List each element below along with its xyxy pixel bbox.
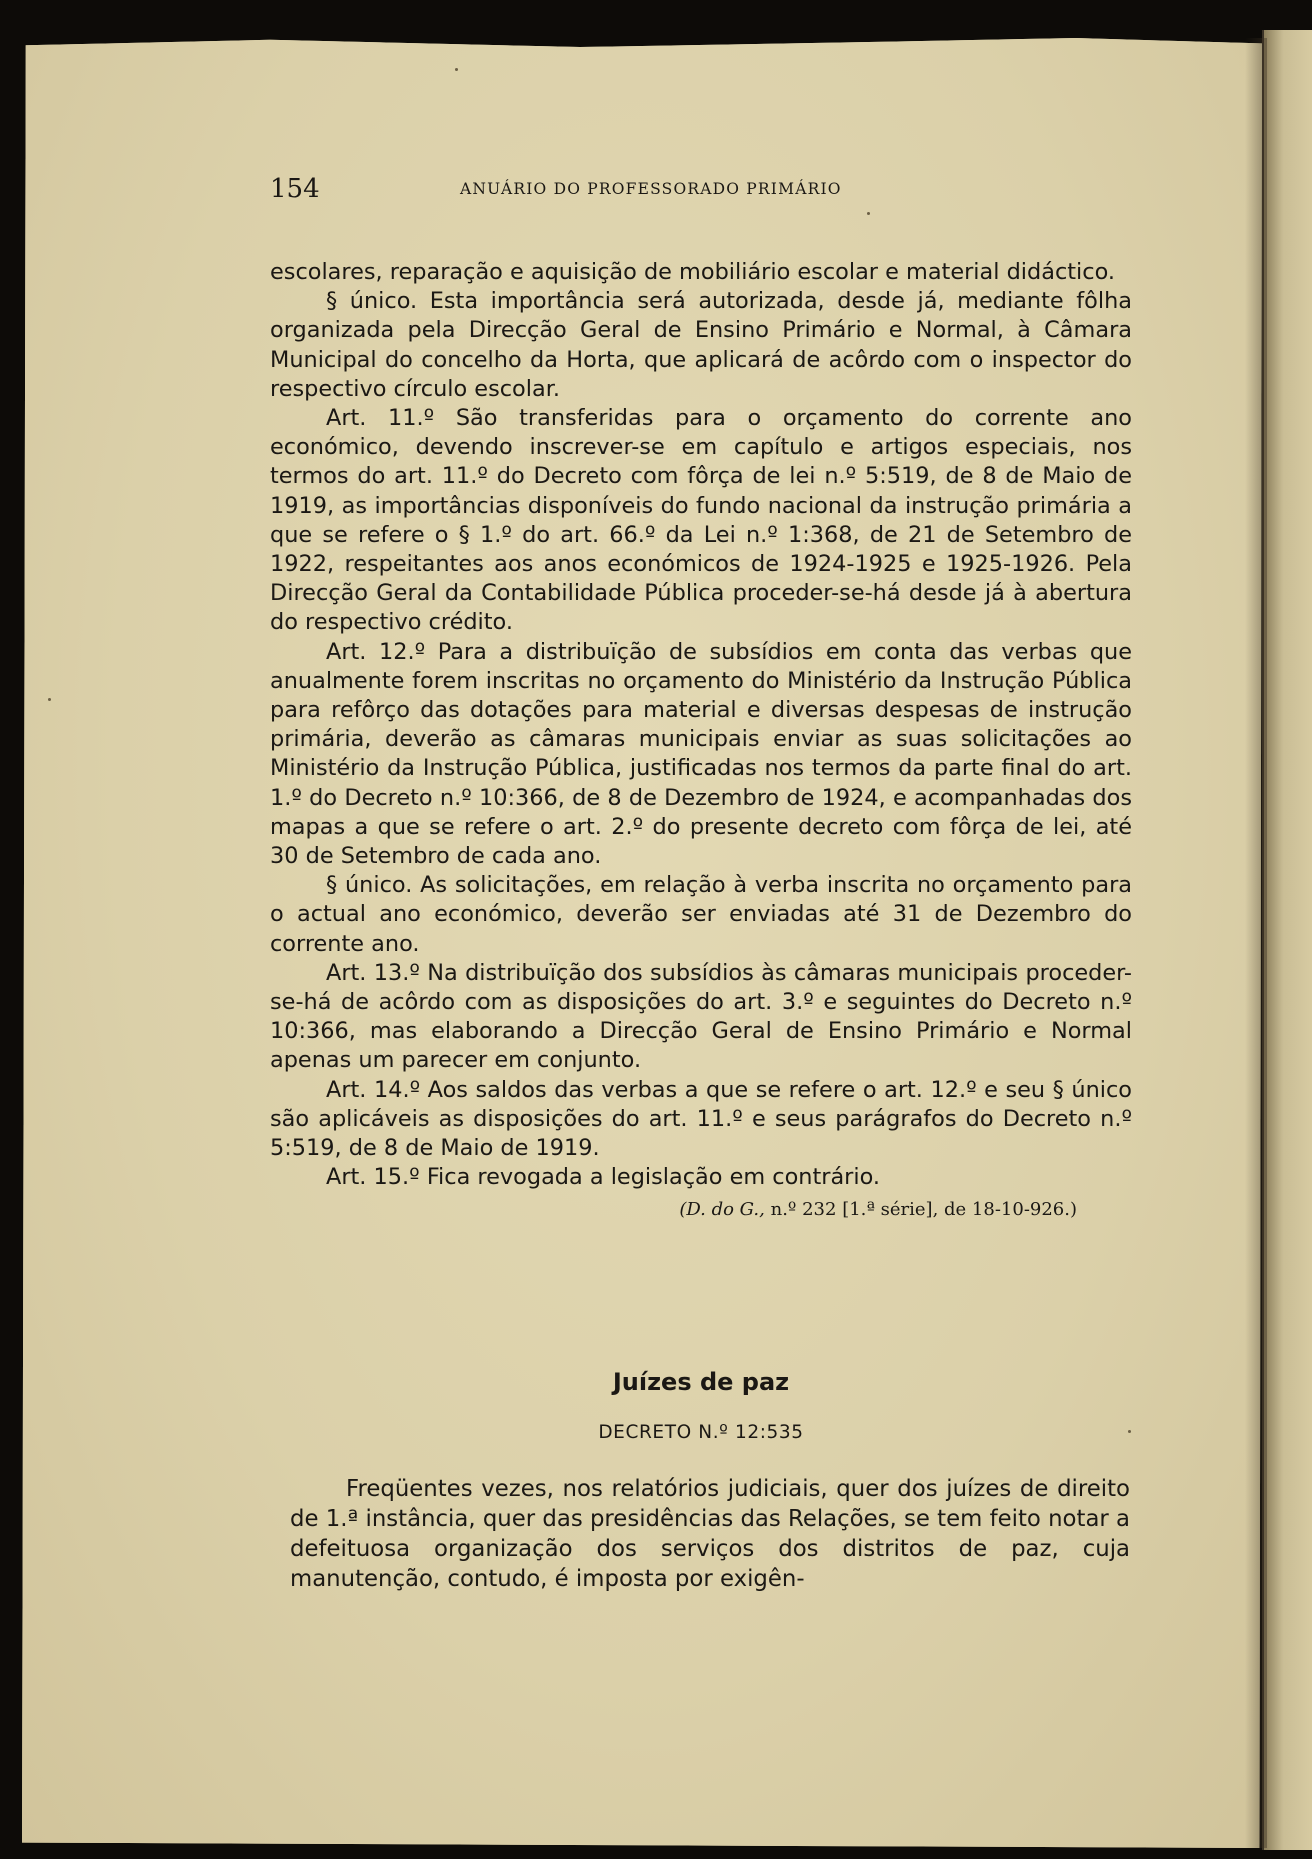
paragraph: escolares, reparação e aquisição de mobiliário escolar e material didáctico. — [270, 259, 1115, 285]
decree-title: DECRETO N.º 12:535 — [598, 1422, 804, 1443]
running-head — [270, 172, 950, 212]
paper-speck — [867, 212, 870, 215]
paper-speck — [455, 68, 458, 71]
paragraph: § único. As solicitações, em relação à verba inscrita no orçamento para o actual ano económico, deverão ser enviadas até 31 de Dezembro do corrente ano. — [270, 872, 1132, 957]
decree-body — [270, 258, 1132, 1224]
citation-source: (D. do G., — [679, 1198, 765, 1220]
running-title: ANUÁRIO DO PROFESSORADO PRIMÁRIO — [460, 180, 842, 198]
paper-speck — [1128, 1430, 1131, 1433]
paragraph: Art. 12.º Para a distribuïção de subsídios em conta das verbas que anualmente forem inscritas no orçamento do Ministério da Instrução Pública para refôrço das dotações para material e diversas despesas de instrução primária, deverão as câmaras municipais enviar as suas solicitações ao Ministério da Instrução Pública, justificadas nos termos da parte final do art. 1.º do Decreto n.º 10:366, de 8 de Dezembro de 1924, e acompanhadas dos mapas a que se refere o art. 2.º do presente decreto com fôrça de lei, até 30 de Setembro de cada ano. — [270, 638, 1132, 870]
paragraph: Art. 14.º Aos saldos das verbas a que se refere o art. 12.º e seu § único são aplicáveis as disposições do art. 11.º e seus parágrafos do Decreto n.º 5:519, de 8 de Maio de 1919. — [270, 1076, 1132, 1162]
section-body — [290, 1474, 1130, 1594]
section-title: Juízes de paz — [612, 1368, 790, 1396]
paper-speck — [48, 698, 51, 701]
page-number: 154 — [270, 174, 320, 204]
paragraph: § único. Esta importância será autorizada, desde já, mediante fôlha organizada pela Direcção Geral de Ensino Primário e Normal, à Câmara Municipal do concelho da Horta, que aplicará de acôrdo com o inspector do respectivo círculo escolar. — [270, 288, 1132, 402]
adjacent-page-edge — [1262, 30, 1312, 1850]
citation — [270, 1195, 1132, 1224]
paragraph: Art. 13.º Na distribuïção dos subsídios às câmaras municipais proceder-se-há de acôrdo com as disposições do art. 3.º e seguintes do Decreto n.º 10:366, mas elaborando a Direcção Geral de Ensino Primário e Normal apenas um parecer em conjunto. — [270, 959, 1132, 1074]
paragraph: Art. 11.º São transferidas para o orçamento do corrente ano económico, devendo inscrever-se em capítulo e artigos especiais, nos termos do art. 11.º do Decreto com fôrça de lei n.º 5:519, de 8 de Maio de 1919, as importâncias disponíveis do fundo nacional da instrução primária a que se refere o § 1.º do art. 66.º da Lei n.º 1:368, de 21 de Setembro de 1922, respeitantes aos anos económicos de 1924-1925 e 1925-1926. Pela Direcção Geral da Contabilidade Pública proceder-se-há desde já à abertura do respectivo crédito. — [270, 405, 1132, 636]
paragraph: Freqüentes vezes, nos relatórios judiciais, quer dos juízes de direito de 1.ª instância, quer das presidências das Relações, se tem feito notar a defeituosa organização dos serviços dos distritos de paz, cuja manutenção, contudo, é imposta por exigên- — [290, 1476, 1131, 1592]
gutter-shadow — [1245, 38, 1267, 1848]
paragraph: Art. 15.º Fica revogada a legislação em contrário. — [326, 1164, 881, 1191]
citation-details: n.º 232 [1.ª série], de 18-10-926.) — [770, 1198, 1077, 1220]
